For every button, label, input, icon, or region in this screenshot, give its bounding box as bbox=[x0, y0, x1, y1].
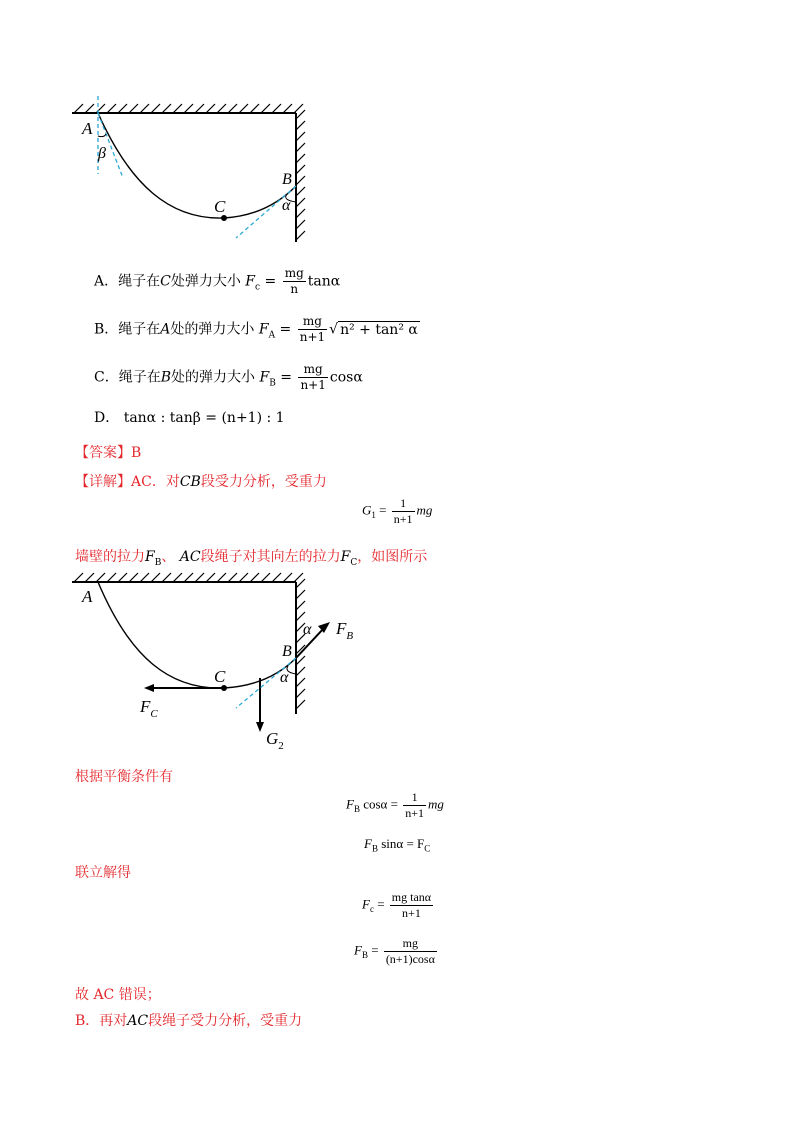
ceiling-hatch-mark bbox=[107, 573, 116, 582]
option-d-expr: tanα : tanβ = (n+1) : 1 bbox=[123, 410, 285, 426]
answer-label: 【答案】B bbox=[75, 445, 142, 461]
wall-hatch-mark bbox=[296, 209, 305, 218]
option-c-lhs-sub: B bbox=[269, 378, 276, 389]
wall-hatch-mark bbox=[296, 667, 305, 676]
wall-hatch-mark bbox=[296, 700, 305, 709]
ceiling-hatch-mark bbox=[294, 104, 303, 113]
label-g2: $G_2$ bbox=[266, 729, 284, 752]
label-fc: $F_C$ bbox=[140, 697, 158, 720]
option-a: A．绳子在C处弹力大小 $F_c$ = $\frac{mg}{n}$ tanα bbox=[94, 266, 341, 296]
arrow-g2-head bbox=[256, 722, 264, 732]
label-beta: β bbox=[98, 145, 106, 162]
wall-hatch-mark bbox=[296, 121, 305, 130]
detail-label: 【详解】AC．对 bbox=[75, 474, 180, 490]
equation-4: $F_B$ = $\frac{mg}{(n+1)\cos\alpha}$ bbox=[354, 936, 435, 966]
ceiling-hatch-mark bbox=[173, 104, 182, 113]
label-alpha: α bbox=[280, 669, 289, 686]
label-c: C bbox=[214, 197, 226, 216]
wall-hatch-mark bbox=[296, 176, 305, 185]
option-c-tail: cosα bbox=[329, 369, 363, 386]
option-a-var: C bbox=[160, 273, 171, 290]
option-c-mid: 处的弹力大小 bbox=[171, 369, 256, 386]
wall-hatch-mark bbox=[296, 678, 305, 687]
ceiling-hatch-mark bbox=[173, 573, 182, 582]
ceiling-hatch-mark bbox=[118, 104, 127, 113]
detail-line bbox=[75, 471, 327, 491]
option-c-frac: $\frac{mg}{n+1}$ bbox=[300, 362, 326, 392]
ceiling-hatch-mark bbox=[294, 573, 303, 582]
label-a: A bbox=[82, 119, 93, 138]
option-c-var: B bbox=[160, 369, 172, 386]
ceiling-hatch-mark bbox=[140, 104, 149, 113]
ceiling-hatch-mark bbox=[129, 573, 138, 582]
label-b: B bbox=[282, 171, 292, 188]
label-alpha: α bbox=[282, 197, 291, 214]
label-a: A bbox=[82, 587, 93, 606]
wall-hatch-mark bbox=[296, 612, 305, 621]
wall-hatch-mark bbox=[296, 132, 305, 141]
ceiling-hatch-mark bbox=[261, 573, 270, 582]
label-fb: $F_B$ bbox=[336, 619, 354, 642]
option-b-mid: 处的弹力大小 bbox=[170, 321, 255, 338]
equation-2: $F_B$ $\sin\alpha = F_C$ bbox=[364, 836, 431, 854]
wrong-line: 故 AC 错误； bbox=[75, 987, 161, 1003]
option-b-sqrt: n² + tan² α bbox=[340, 321, 418, 338]
wall-hatch-mark bbox=[296, 198, 305, 207]
ceiling-hatch-mark bbox=[228, 573, 237, 582]
equation-g1: $G_1$ = $\frac{1}{n+1}$ mg bbox=[362, 496, 433, 526]
ceiling-hatch-mark bbox=[151, 573, 160, 582]
ceiling-hatch-mark bbox=[74, 104, 83, 113]
rope-curve bbox=[98, 582, 296, 688]
option-c: C．绳子在B处的弹力大小 $F_B$ = $\frac{mg}{n+1}$ cosα bbox=[94, 362, 363, 392]
ceiling-hatch-mark bbox=[217, 104, 226, 113]
ceiling-hatch-mark bbox=[107, 104, 116, 113]
option-b-var: A bbox=[160, 321, 171, 338]
arrow-fc-head bbox=[144, 684, 154, 692]
ceiling-hatch-mark bbox=[272, 573, 281, 582]
option-a-lhs-sub: c bbox=[255, 282, 261, 293]
option-d bbox=[94, 408, 285, 428]
ceiling-hatch-mark bbox=[283, 573, 292, 582]
ceiling-hatch-mark bbox=[184, 573, 193, 582]
label-b: B bbox=[282, 643, 292, 660]
combine-line: 联立解得 bbox=[75, 865, 131, 881]
ceiling-hatch-mark bbox=[184, 104, 193, 113]
label-c: C bbox=[214, 667, 226, 686]
line-forces: 墙壁的拉力$F_B$、 AC段绳子对其向左的拉力$F_C$，如图所示 bbox=[75, 549, 428, 568]
wall-hatch-mark bbox=[296, 187, 305, 196]
detail-var: CB bbox=[179, 474, 201, 490]
option-a-frac: $\frac{mg}{n}$ bbox=[284, 266, 304, 296]
ceiling-hatch-mark bbox=[162, 573, 171, 582]
figure-2 bbox=[60, 568, 380, 758]
option-a-prefix: A．绳子在 bbox=[94, 273, 161, 290]
ceiling-hatch-mark bbox=[140, 573, 149, 582]
ceiling-hatch-mark bbox=[129, 104, 138, 113]
b-line: B．再对AC段绳子受力分析，受重力 bbox=[75, 1013, 303, 1029]
label-alpha-top: α bbox=[303, 621, 312, 638]
ceiling-hatch-mark bbox=[162, 104, 171, 113]
angle-arc-beta bbox=[98, 134, 106, 137]
ceiling-hatch-mark bbox=[85, 573, 94, 582]
balance-line: 根据平衡条件有 bbox=[75, 769, 173, 785]
wall-hatch-mark bbox=[296, 601, 305, 610]
ceiling-hatch-mark bbox=[151, 104, 160, 113]
wall-hatch-mark bbox=[296, 231, 305, 240]
ceiling-hatch-mark bbox=[195, 573, 204, 582]
answer-line bbox=[75, 442, 141, 462]
ceiling-hatch-mark bbox=[250, 104, 259, 113]
option-a-lhs: F bbox=[245, 273, 256, 290]
ceiling-hatch-mark bbox=[228, 104, 237, 113]
option-a-mid: 处弹力大小 bbox=[170, 273, 241, 290]
ceiling-hatch-mark bbox=[74, 573, 83, 582]
ceiling-hatch-mark bbox=[239, 573, 248, 582]
rope-curve bbox=[98, 113, 296, 218]
option-b: B．绳子在A处的弹力大小 $F_A$ = $\frac{mg}{n+1}$ √ n² + tan² α bbox=[94, 314, 418, 344]
option-b-frac: $\frac{mg}{n+1}$ bbox=[299, 314, 326, 344]
ceiling-hatch-mark bbox=[261, 104, 270, 113]
option-b-prefix: B．绳子在 bbox=[94, 321, 161, 338]
ceiling-hatch-mark bbox=[272, 104, 281, 113]
option-d-prefix: D． bbox=[94, 410, 120, 426]
option-c-lhs: F bbox=[259, 369, 270, 386]
ceiling-hatch-mark bbox=[85, 104, 94, 113]
detail-tail: 段受力分析，受重力 bbox=[200, 474, 327, 490]
ceiling-hatch-mark bbox=[118, 573, 127, 582]
wall-hatch-mark bbox=[296, 143, 305, 152]
wall-hatch-mark bbox=[296, 590, 305, 599]
wall-hatch-mark bbox=[296, 689, 305, 698]
ceiling-hatch-mark bbox=[206, 573, 215, 582]
option-b-lhs-sub: A bbox=[268, 330, 276, 341]
ceiling-hatch-mark bbox=[250, 573, 259, 582]
option-c-prefix: C．绳子在 bbox=[94, 369, 161, 386]
wall-hatch-mark bbox=[296, 154, 305, 163]
wall-hatch-mark bbox=[296, 579, 305, 588]
ceiling-hatch-mark bbox=[206, 104, 215, 113]
wall-hatch-mark bbox=[296, 165, 305, 174]
equation-1: $F_B$ cosα = $\frac{1}{n+1}$ mg bbox=[346, 790, 444, 820]
option-b-lhs: F bbox=[258, 321, 269, 338]
figure-1 bbox=[60, 90, 320, 250]
wall-hatch-mark bbox=[296, 110, 305, 119]
option-a-tail: tanα bbox=[307, 273, 341, 290]
ceiling-hatch-mark bbox=[217, 573, 226, 582]
equation-3: $F_c$ = $\frac{\text{mg tanα}}{n+1}$ bbox=[362, 890, 432, 920]
ceiling-hatch-mark bbox=[195, 104, 204, 113]
wall-hatch-mark bbox=[296, 220, 305, 229]
ceiling-hatch-mark bbox=[283, 104, 292, 113]
ceiling-hatch-mark bbox=[239, 104, 248, 113]
ceiling-hatch-mark bbox=[96, 573, 105, 582]
